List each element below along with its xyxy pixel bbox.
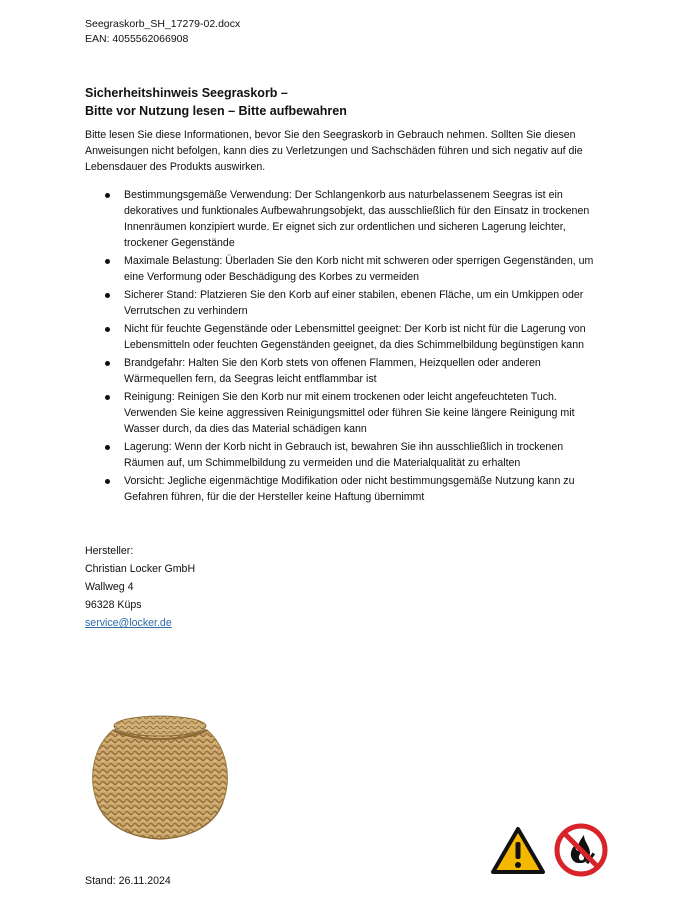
manufacturer-label: Hersteller:	[85, 545, 134, 557]
bullet-icon	[105, 395, 110, 400]
warning-triangle-icon	[490, 826, 546, 876]
page-title	[85, 84, 347, 120]
no-open-flame-icon	[553, 822, 609, 878]
list-item: Bestimmungsgemäße Verwendung: Der Schlangenkorb aus naturbelassenem Seegras ist ein dekoratives und funktionales Aufbewahrungsobjekt, das ausschließlich für den Einsatz in trockenen Innenräumen konzipiert wurde. Er eignet sich zur ordentlichen und sicheren Lagerung leichter, trockener Gegenstände	[85, 187, 605, 251]
bullet-icon	[105, 259, 110, 264]
revision-date: Stand: 26.11.2024	[85, 875, 171, 887]
ean-code: EAN: 4055562066908	[85, 33, 189, 45]
title-line-1: Sicherheitshinweis Seegraskorb –	[85, 86, 288, 100]
list-item: Brandgefahr: Halten Sie den Korb stets von offenen Flammen, Heizquellen oder anderen Wärmequellen fern, da Seegras leicht entflammbar ist	[85, 355, 605, 387]
bullet-icon	[105, 193, 110, 198]
manufacturer-block	[85, 542, 195, 632]
bullet-icon	[105, 445, 110, 450]
list-item: Sicherer Stand: Platzieren Sie den Korb auf einer stabilen, ebenen Fläche, um ein Umkippen oder Verrutschen zu verhindern	[85, 287, 605, 319]
list-item: Lagerung: Wenn der Korb nicht in Gebrauch ist, bewahren Sie ihn ausschließlich in trockenen Räumen auf, um Schimmelbildung zu vermeiden und die Materialqualität zu erhalten	[85, 439, 605, 471]
manufacturer-email-link[interactable]: service@locker.de	[85, 617, 172, 629]
document-header	[85, 17, 240, 47]
bullet-icon	[105, 327, 110, 332]
bullet-icon	[105, 479, 110, 484]
intro-paragraph: Bitte lesen Sie diese Informationen, bevor Sie den Seegraskorb in Gebrauch nehmen. Sollten Sie diesen Anweisungen nicht befolgen, kann dies zu Verletzungen und Sachschäden führen und sich negativ auf die Lebensdauer des Produkts auswirken.	[85, 129, 583, 173]
list-item: Maximale Belastung: Überladen Sie den Korb nicht mit schweren oder sperrigen Gegenständen, um eine Verformung oder Beschädigung des Korbes zu vermeiden	[85, 253, 605, 285]
safety-list	[85, 187, 605, 507]
list-item: Vorsicht: Jegliche eigenmächtige Modifikation oder nicht bestimmungsgemäße Nutzung kann zu Gefahren führen, für die der Hersteller keine Haftung übernimmt	[85, 473, 605, 505]
basket-image	[85, 690, 235, 845]
document-footer	[85, 873, 171, 889]
manufacturer-city: 96328 Küps	[85, 599, 142, 611]
bullet-icon	[105, 293, 110, 298]
title-line-2: Bitte vor Nutzung lesen – Bitte aufbewahren	[85, 104, 347, 118]
bullet-icon	[105, 361, 110, 366]
file-name: Seegraskorb_SH_17279-02.docx	[85, 18, 241, 30]
list-item: Nicht für feuchte Gegenstände oder Lebensmittel geeignet: Der Korb ist nicht für die Lagerung von Lebensmitteln oder feuchten Gegenständen geeignet, da dies Schimmelbildung begünstigen kann	[85, 321, 605, 353]
manufacturer-company: Christian Locker GmbH	[85, 563, 196, 575]
list-item: Reinigung: Reinigen Sie den Korb nur mit einem trockenen oder leicht angefeuchteten Tuch. Verwenden Sie keine aggressiven Reinigungsmittel oder führen Sie keine längere Reinigung mit Wasser durch, da dies das Material schädigen kann	[85, 389, 605, 437]
manufacturer-street: Wallweg 4	[85, 581, 134, 593]
